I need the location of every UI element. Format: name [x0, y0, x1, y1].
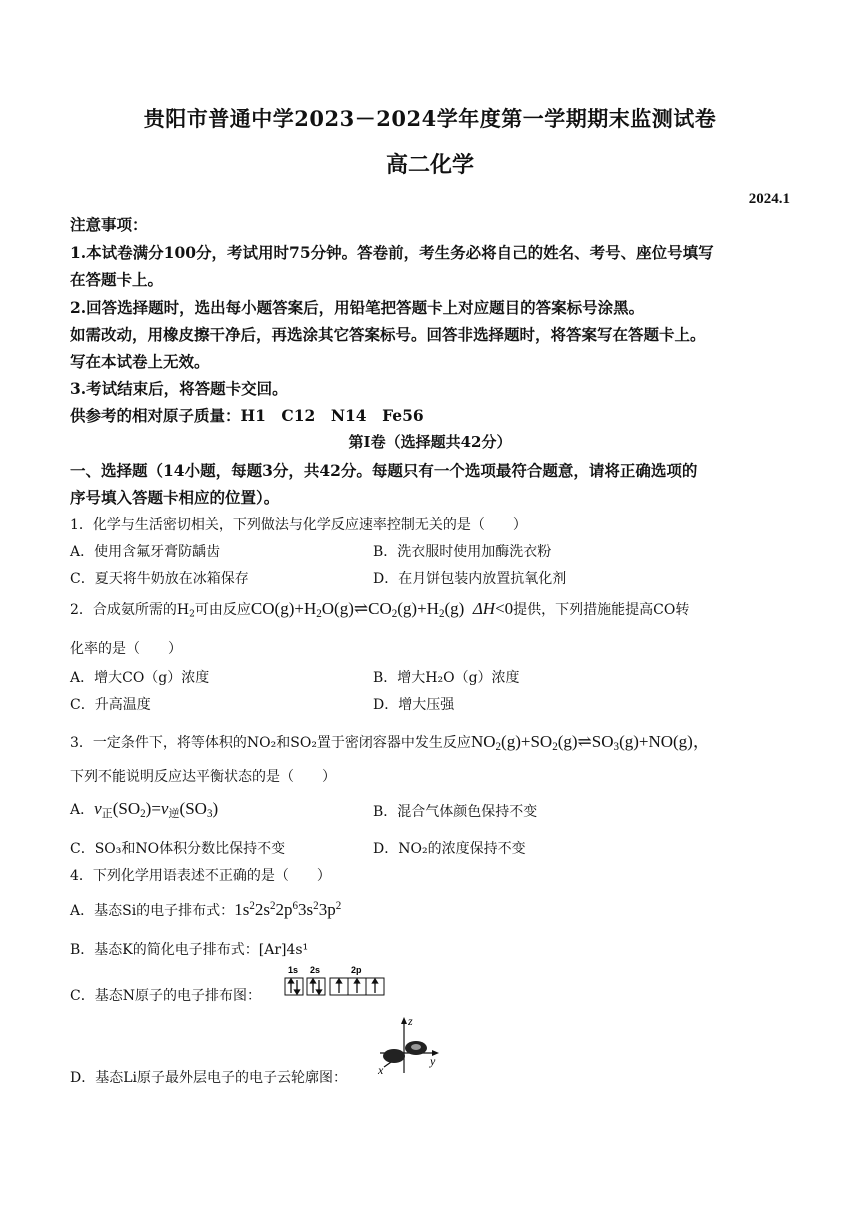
si-config: $1s^22s^22p^63s^23p^2$: [234, 899, 342, 919]
q4-stem: 4．下列化学用语表述不正确的是（ ）: [70, 868, 331, 884]
exam-title: 贵阳市普通中学2023－2024学年度第一学期期末监测试卷: [143, 106, 717, 131]
subject-title: 高二化学: [385, 152, 474, 178]
orbital-label-1s: 1s: [288, 965, 299, 975]
note-2c: 写在本试卷上无效。: [70, 352, 210, 371]
q2-equation: $CO(g)+H_2O(g)\rightleftharpoons CO_2(g)+H_2(g)$ ΔH<0: [250, 599, 514, 620]
exam-date: 2024.1: [748, 191, 790, 207]
q4-option-a: [70, 900, 341, 920]
axis-y-label: y: [430, 1054, 436, 1068]
orbital-label-2p: 2p: [351, 965, 362, 975]
axis-x-label: x: [378, 1063, 384, 1077]
q2-stem-mid: 可由反应: [194, 602, 251, 618]
note-3: 3.考试结束后，将答题卡交回。: [70, 379, 288, 398]
q3-equation: $NO_2(g)+SO_2(g)\rightleftharpoons SO_3(g)+NO(g)$，: [470, 732, 710, 753]
q2-option-d: D．增大压强: [373, 697, 455, 713]
note-2b: 如需改动，用橡皮擦干净后，再选涂其它答案标号。回答非选择题时，将答案写在答题卡上。: [70, 325, 706, 344]
atomic-masses: 供参考的相对原子质量：H1 C12 N14 Fe56: [70, 406, 424, 425]
q2-option-a: A．增大CO（g）浓度: [70, 670, 210, 686]
q1-option-a: A．使用含氟牙膏防龋齿: [70, 544, 221, 560]
q1-option-c: C．夏天将牛奶放在冰箱保存: [70, 571, 249, 587]
q3-option-d: D．NO₂的浓度保持不变: [373, 841, 526, 857]
electron-cloud-diagram: [370, 1015, 450, 1079]
section-instruction-b: 序号填入答题卡相应的位置）。: [70, 488, 280, 507]
section-instruction-a: 一、选择题（14小题，每题3分，共42分。每题只有一个选项最符合题意，请将正确选项的: [70, 461, 698, 480]
orbital-box-1s: [285, 978, 303, 995]
note-1b: 在答题卡上。: [70, 270, 164, 289]
orbital-diagram: [283, 964, 387, 998]
note-1a: 1.本试卷满分100分，考试用时75分钟。答卷前，考生务必将自己的姓名、考号、座位号填写: [70, 243, 714, 262]
notes-heading: 注意事项：: [70, 215, 148, 234]
note-2a: 2.回答选择题时，选出每小题答案后，用铅笔把答题卡上对应题目的答案标号涂黑。: [70, 298, 645, 317]
q3-option-a: [70, 799, 218, 819]
orbital-box-2s: [307, 978, 325, 995]
q3-option-a-label: A．: [70, 802, 95, 818]
q3-stem-2: 下列不能说明反应达平衡状态的是（ ）: [70, 769, 336, 785]
q4-option-c: C．基态N原子的电子排布图：: [70, 988, 261, 1004]
q4-option-d: D．基态Li原子最外层电子的电子云轮廓图：: [70, 1070, 347, 1086]
q2-stem-pre: 2．合成氨所需的H: [70, 602, 190, 618]
axis-z-label: z: [408, 1015, 413, 1028]
q2-stem: 2．合成氨所需的$H_2$可由反应$CO(g)+H_2O(g)\rightleftharpoons CO_2(g)+H_2(g)$ ΔH<0提供，下列措施能提高CO转: [70, 599, 690, 620]
q3-option-b: B．混合气体颜色保持不变: [373, 804, 538, 820]
lobe-left: [383, 1049, 405, 1063]
q1-option-d: D．在月饼包装内放置抗氧化剂: [373, 571, 567, 587]
q2-stem-2: 化率的是（ ）: [70, 641, 182, 657]
q2-option-b: B．增大H₂O（g）浓度: [373, 670, 520, 686]
q2-stem-post: 提供，下列措施能提高CO转: [513, 602, 690, 618]
q1-option-b: B．洗衣服时使用加酶洗衣粉: [373, 544, 552, 560]
section-title: 第Ⅰ卷（选择题共42分）: [348, 433, 512, 451]
q3-stem-pre: 3．一定条件下，将等体积的NO₂和SO₂置于密闭容器中发生反应: [70, 735, 471, 751]
q3-option-c: C．SO₃和NO体积分数比保持不变: [70, 841, 286, 857]
q4-option-b: B．基态K的简化电子排布式：[Ar]4s¹: [70, 942, 309, 958]
q1-stem: 1．化学与生活密切相关，下列做法与化学反应速率控制无关的是（ ）: [70, 517, 527, 533]
q3-option-a-formula: $v_正(SO_2)=v_逆(SO_3)$: [94, 799, 219, 820]
q4-option-a-label: A．基态Si的电子排布式：: [70, 903, 235, 919]
q2-option-c: C．升高温度: [70, 697, 151, 713]
q3-stem: [70, 727, 710, 752]
orbital-label-2s: 2s: [310, 965, 321, 975]
